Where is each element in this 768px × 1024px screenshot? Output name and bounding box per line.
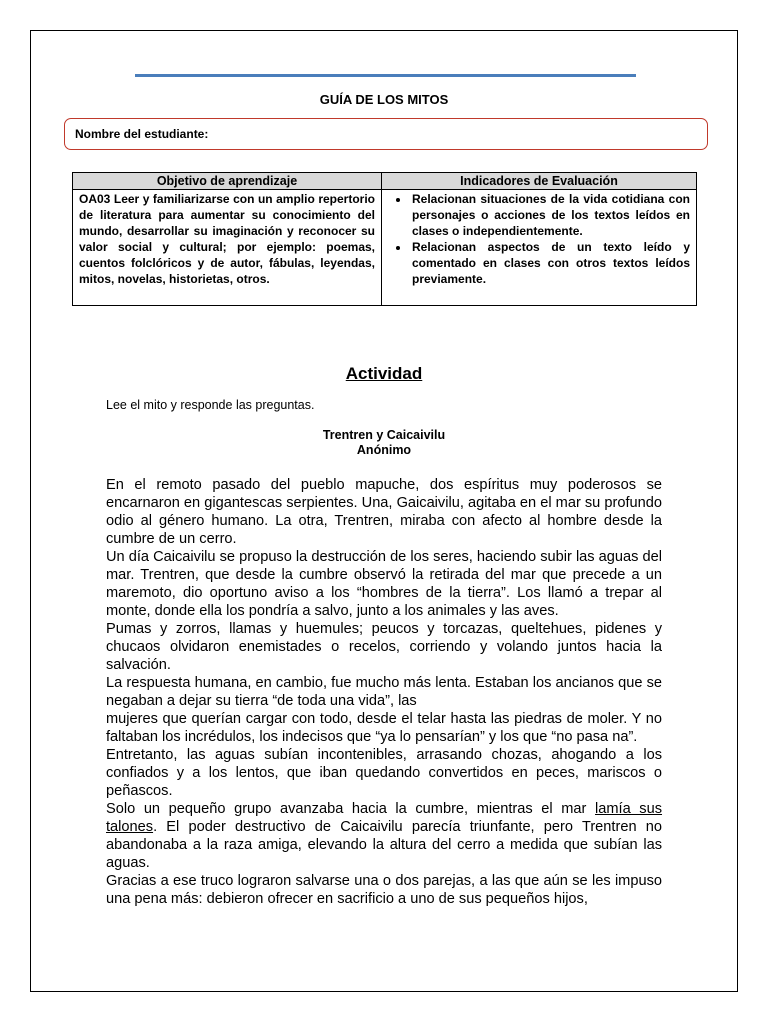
activity-heading: Actividad — [345, 364, 423, 383]
activity-instruction: Lee el mito y responde las preguntas. — [106, 398, 315, 412]
indicators-column-header: Indicadores de Evaluación — [382, 173, 697, 190]
story-paragraph: Entretanto, las aguas subían incontenibles, arrasando chozas, ahogando a los confiados y a los lentos, que iban quedando convertidos en peces, mariscos o peñascos. — [106, 747, 662, 799]
story-paragraph: Un día Caicaivilu se propuso la destrucción de los seres, haciendo subir las aguas del mar. Trentren, que desde la cumbre observó la retirada del mar que precede a un maremoto, dio oportuno aviso a los “hombres de la tierra”. Los llamó a trepar al monte, donde ella los pondría a salvo, junto a los animales y las aves. — [106, 549, 662, 619]
story-paragraph: Gracias a ese truco lograron salvarse una o dos parejas, a las que aún se les impuso una pena más: debieron ofrecer en sacrificio a uno de sus pequeños hijos, — [106, 873, 662, 907]
learning-objectives-table — [72, 172, 697, 306]
underlined-phrase: lamía sus talones — [106, 801, 663, 835]
story-paragraph — [106, 800, 662, 872]
objective-cell: OA03 Leer y familiarizarse con un amplio repertorio de literatura para aumentar su conocimiento del mundo, desarrollar su imaginación y reconocer su valor social y cultural; por ejemplo: poemas, cuentos folclóricos y de autor, fábulas, leyendas, mitos, novelas, historietas, otros. — [73, 190, 382, 306]
indicators-list — [388, 191, 690, 287]
student-name-label: Nombre del estudiante: — [75, 127, 209, 141]
story-paragraph: En el remoto pasado del pueblo mapuche, dos espíritus muy poderosos se encarnaron en gigantescas serpientes. Una, Gaicaivilu, agitaba en el mar su profundo odio al género humano. La otra, Trentren, miraba con afecto al hombre desde la cumbre de un cerro. — [106, 477, 662, 547]
objective-column-header: Objetivo de aprendizaje — [73, 173, 382, 190]
table-row — [73, 190, 697, 306]
indicator-item: • Relacionan aspectos de un texto leído y comentado en clases con otros textos leídos previamente. — [410, 239, 690, 287]
story-text-segment: Solo un pequeño grupo avanzaba hacia la cumbre, mientras el mar — [106, 801, 595, 817]
story-paragraph: La respuesta humana, en cambio, fue mucho más lenta. Estaban los ancianos que se negaban a dejar su tierra “de toda una vida”, las — [106, 675, 662, 709]
story-title-block — [0, 428, 768, 458]
table-header-row — [73, 173, 697, 190]
story-paragraph: Pumas y zorros, llamas y huemules; peucos y torcazas, queltehues, pidenes y chucaos olvidaron enemistades o recelos, corriendo y volando juntos hacia la salvación. — [106, 621, 662, 673]
story-text-segment: . El poder destructivo de Caicaivilu parecía triunfante, pero Trentren no abandonaba a la raza amiga, elevando la altura del cerro a medida que subían las aguas. — [106, 819, 662, 871]
header-divider-line — [135, 74, 636, 77]
page-title: GUÍA DE LOS MITOS — [319, 92, 449, 107]
student-name-box[interactable] — [64, 118, 708, 150]
indicator-item: • Relacionan situaciones de la vida cotidiana con personajes o acciones de los textos leídos en clases o independientemente. — [410, 191, 690, 239]
story-paragraph: mujeres que querían cargar con todo, desde el telar hasta las piedras de moler. Y no faltaban los incrédulos, los indecisos que “ya lo pensarían” y los que “no pasa na”. — [106, 711, 662, 745]
story-text — [106, 476, 662, 908]
story-author: Anónimo — [356, 443, 412, 457]
indicators-cell — [382, 190, 697, 306]
story-title: Trentren y Caicaivilu — [322, 428, 446, 442]
